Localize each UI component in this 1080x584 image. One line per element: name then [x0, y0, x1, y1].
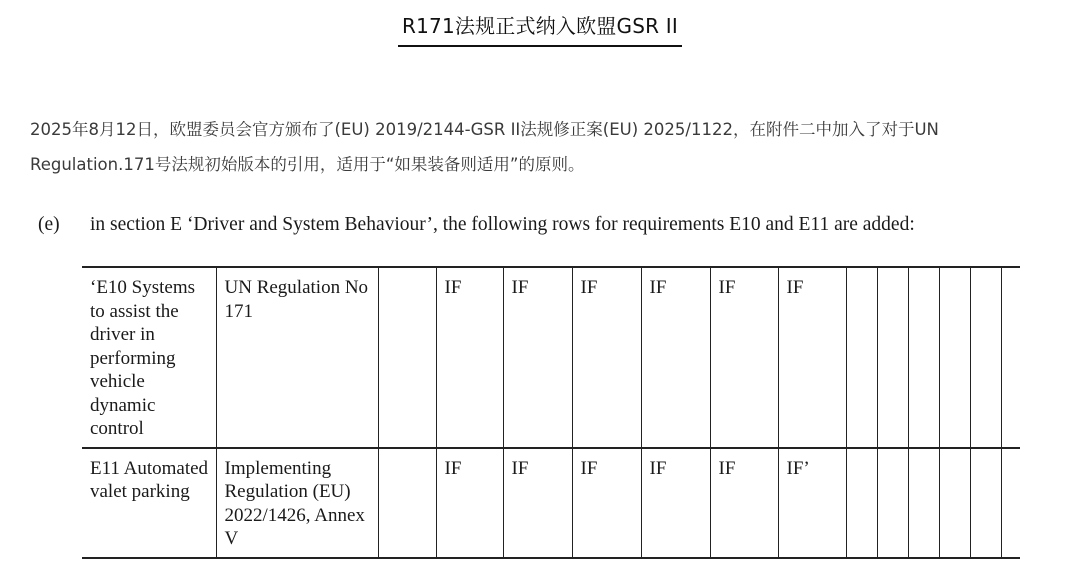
applicability-cell: IF: [641, 267, 710, 448]
applicability-cell: IF: [436, 267, 503, 448]
table-row: [82, 267, 1020, 448]
applicability-cell: IF: [503, 267, 572, 448]
empty-cell: [1001, 267, 1020, 448]
amendment-text: in section E ‘Driver and System Behaviour’, the following rows for requirements E10 and E11 are added:: [90, 214, 915, 235]
requirements-table: [82, 266, 1020, 559]
applicability-cell: IF: [436, 448, 503, 558]
applicability-cell: IF: [641, 448, 710, 558]
applicability-cell: IF: [710, 267, 778, 448]
blank-cell: [378, 448, 436, 558]
empty-cell: [908, 267, 939, 448]
applicability-cell: IF: [572, 267, 641, 448]
regulation-cell: UN Regulation No 171: [216, 267, 378, 448]
table-row: [82, 448, 1020, 558]
empty-cell: [970, 267, 1001, 448]
regulation-cell: Implementing Regulation (EU) 2022/1426, Annex V: [216, 448, 378, 558]
requirement-cell: ‘E10 Systems to assist the driver in performing vehicle dynamic control: [82, 267, 216, 448]
heading-container: [0, 10, 1080, 47]
page-title: R171法规正式纳入欧盟GSR II: [398, 10, 682, 47]
empty-cell: [939, 267, 970, 448]
empty-cell: [846, 267, 877, 448]
applicability-cell: IF: [503, 448, 572, 558]
blank-cell: [378, 267, 436, 448]
requirement-cell: E11 Automated valet parking: [82, 448, 216, 558]
applicability-cell: IF’: [778, 448, 846, 558]
empty-cell: [877, 448, 908, 558]
empty-cell: [1001, 448, 1020, 558]
empty-cell: [908, 448, 939, 558]
applicability-cell: IF: [572, 448, 641, 558]
empty-cell: [846, 448, 877, 558]
empty-cell: [970, 448, 1001, 558]
intro-paragraph: 2025年8月12日，欧盟委员会官方颁布了(EU) 2019/2144-GSR II法规修正案(EU) 2025/1122，在附件二中加入了对于UN Regulation.171号法规初始版本的引用，适用于“如果装备则适用”的原则。: [30, 120, 939, 174]
applicability-cell: IF: [710, 448, 778, 558]
amendment-marker: (e): [38, 214, 60, 235]
applicability-cell: IF: [778, 267, 846, 448]
empty-cell: [939, 448, 970, 558]
empty-cell: [877, 267, 908, 448]
